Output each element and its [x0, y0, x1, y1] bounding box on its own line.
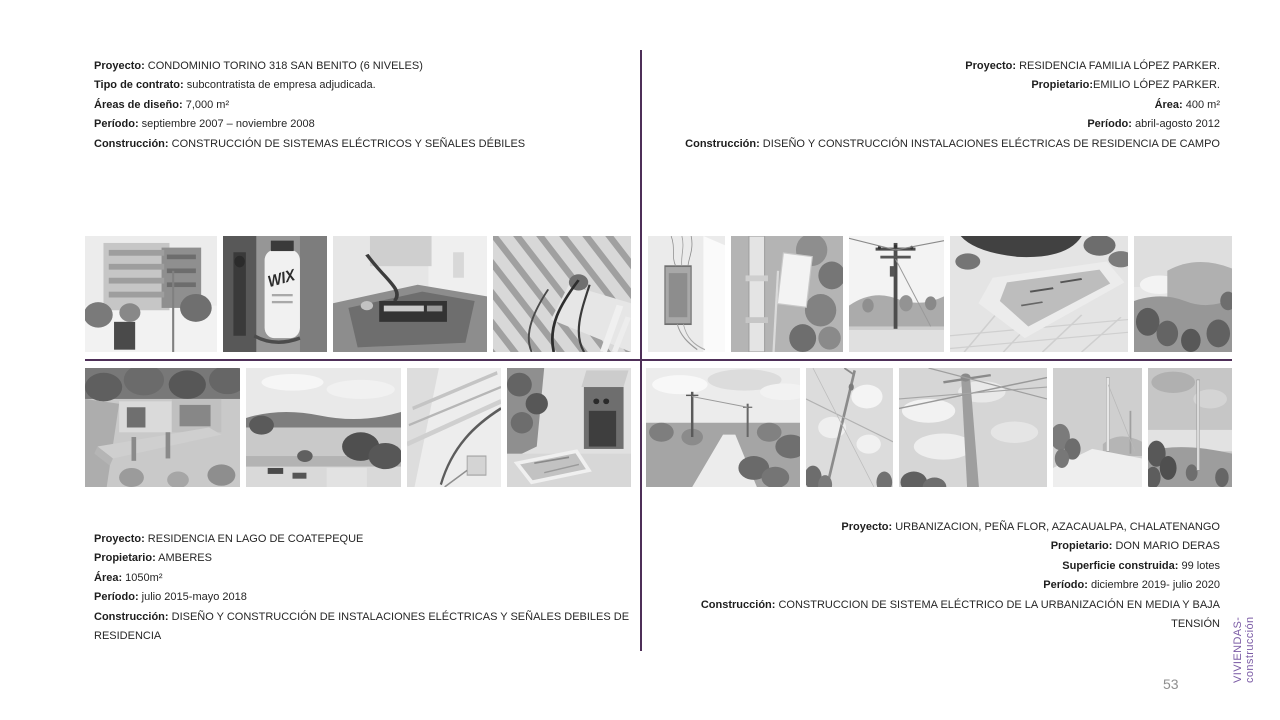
- field-periodo: [94, 588, 649, 607]
- field-label: Propietario:: [1031, 79, 1094, 92]
- field-tipo-de-contrato: [94, 76, 649, 95]
- field-value: CONSTRUCCION DE SISTEMA ELÉCTRICO DE LA URBANIZACIÓN EN MEDIA Y BAJA TENSIÓN: [775, 598, 1223, 631]
- field-value: abril-agosto 2012: [1131, 118, 1220, 131]
- field-propietario: [665, 76, 1220, 95]
- field-value: AMBERES: [155, 552, 212, 565]
- photo-strip-condominio-torino: [85, 236, 631, 352]
- section-label-viviendas-construccion: VIVIENDAS-construcción: [1232, 616, 1256, 683]
- photo-apartment-building-exterior: [85, 236, 217, 352]
- field-proyecto: [665, 57, 1220, 76]
- horizontal-divider: [85, 359, 1232, 361]
- field-label: Período:: [1043, 579, 1088, 592]
- photo-conduit-on-pole: [731, 236, 843, 352]
- field-periodo: [94, 115, 649, 134]
- field-label: Período:: [94, 591, 139, 604]
- field-value: DON MARIO DERAS: [1112, 540, 1220, 553]
- field-periodo: [675, 576, 1220, 595]
- field-label: Período:: [1087, 118, 1132, 131]
- photo-pole-beside-road: [1053, 368, 1142, 487]
- field-construccion: [675, 596, 1223, 635]
- field-label: Tipo de contrato:: [94, 79, 184, 92]
- photo-lake-view: [246, 368, 401, 487]
- field-value: CONDOMINIO TORINO 318 SAN BENITO (6 NIVELES): [144, 60, 423, 72]
- field-label: Propietario:: [1050, 540, 1113, 553]
- photo-strip-residencia-lopez-parker: [648, 236, 1232, 352]
- photo-grounding-pit: [950, 236, 1128, 352]
- field-propietario: [675, 537, 1220, 556]
- photo-wix-oil-filter-closeup: [223, 236, 327, 352]
- field-value: DISEÑO Y CONSTRUCCIÓN INSTALACIONES ELÉCTRICAS DE RESIDENCIA DE CAMPO: [759, 137, 1220, 150]
- photo-strip-residencia-coatepeque: [85, 368, 631, 487]
- field-label: Período:: [94, 118, 139, 131]
- field-label: Propietario:: [94, 552, 156, 565]
- field-value: 1050m²: [122, 571, 163, 584]
- photo-mountain-landscape: [1134, 236, 1232, 352]
- field-value: RESIDENCIA FAMILIA LÓPEZ PARKER.: [1016, 60, 1220, 72]
- field-label: Proyecto:: [841, 521, 893, 533]
- field-area: [665, 96, 1220, 115]
- field-value: DISEÑO Y CONSTRUCCIÓN DE INSTALACIONES ELÉCTRICAS Y SEÑALES DEBILES DE RESIDENCIA: [94, 610, 633, 643]
- field-label: Construcción:: [94, 137, 169, 150]
- field-label: Construcción:: [700, 598, 776, 611]
- field-label: Construcción:: [685, 137, 760, 150]
- field-value: subcontratista de empresa adjudicada.: [183, 79, 376, 92]
- wix-filter-label: WIX: [266, 266, 297, 292]
- field-value: RESIDENCIA EN LAGO DE COATEPEQUE: [144, 533, 364, 545]
- field-label: Proyecto:: [94, 533, 145, 545]
- field-value: 99 lotes: [1178, 559, 1220, 572]
- field-construccion: [94, 608, 649, 647]
- photo-utility-pole-transformers: [849, 236, 944, 352]
- field-superficie-construida: [675, 557, 1220, 576]
- field-proyecto: [94, 530, 649, 549]
- field-label: Construcción:: [94, 610, 169, 623]
- photo-electrical-panel-wall: [648, 236, 725, 352]
- field-construccion: [94, 135, 649, 154]
- photo-rural-road-with-poles: [646, 368, 800, 487]
- field-value: 400 m²: [1182, 98, 1220, 111]
- field-construccion: [665, 135, 1220, 154]
- photo-pole-on-hillside: [1148, 368, 1232, 487]
- field-value: septiembre 2007 – noviembre 2008: [138, 118, 315, 131]
- project-info-urbanizacion-pena-flor: [675, 518, 1223, 634]
- field-value: CONSTRUCCIÓN DE SISTEMAS ELÉCTRICOS Y SEÑALES DÉBILES: [168, 137, 526, 150]
- field-label: Área:: [94, 571, 123, 584]
- photo-power-lines-sky: [899, 368, 1047, 487]
- photo-strip-urbanizacion-pena-flor: [646, 368, 1232, 487]
- photo-generator-equipment-pit: [507, 368, 631, 487]
- field-propietario: [94, 549, 649, 568]
- photo-pole-against-sky: [806, 368, 893, 487]
- page-number: 53: [1163, 676, 1179, 692]
- project-info-condominio-torino: [94, 57, 649, 154]
- photo-generator-battery-room: [333, 236, 487, 352]
- project-info-residencia-coatepeque: [94, 530, 649, 646]
- photo-ceiling-cables-conduits: [493, 236, 631, 352]
- field-value: julio 2015-mayo 2018: [138, 591, 247, 604]
- field-value: EMILIO LÓPEZ PARKER.: [1093, 79, 1220, 92]
- field-value: 7,000 m²: [182, 98, 230, 111]
- field-proyecto: [94, 57, 649, 76]
- photo-ceiling-pipes: [407, 368, 501, 487]
- field-label: Proyecto:: [965, 60, 1017, 72]
- project-info-residencia-lopez-parker: [665, 57, 1220, 154]
- field-label: Áreas de diseño:: [94, 98, 183, 111]
- field-label: Área:: [1154, 98, 1183, 111]
- field-label: Superficie construida:: [1062, 559, 1179, 572]
- field-label: Proyecto:: [94, 60, 145, 72]
- field-value: URBANIZACION, PEÑA FLOR, AZACAUALPA, CHALATENANGO: [892, 521, 1220, 533]
- photo-modern-residence-construction: [85, 368, 240, 487]
- field-value: diciembre 2019- julio 2020: [1087, 579, 1220, 592]
- field-proyecto: [675, 518, 1220, 537]
- field-periodo: [665, 115, 1220, 134]
- field-areas-de-diseno: [94, 96, 649, 115]
- field-area: [94, 569, 649, 588]
